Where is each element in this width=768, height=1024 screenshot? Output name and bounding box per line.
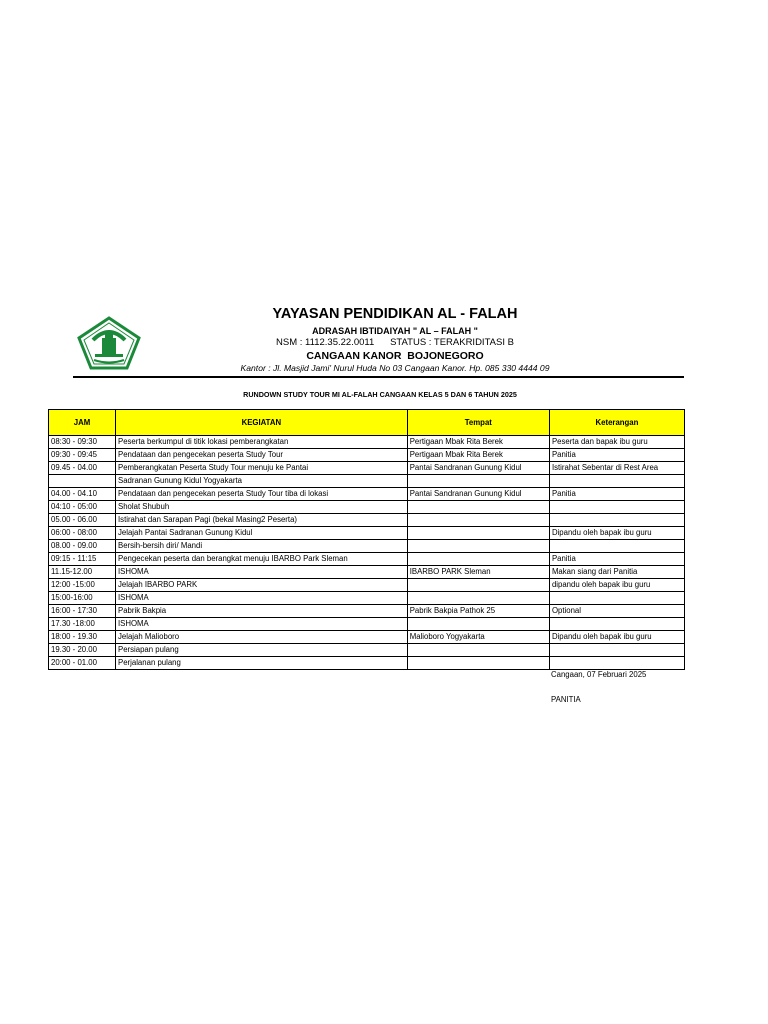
table-row [49, 436, 685, 449]
cell-kegiatan: Sholat Shubuh [116, 501, 408, 514]
cell-kegiatan: Istirahat dan Sarapan Pagi (bekal Masing2 Peserta) [116, 514, 408, 527]
cell-kegiatan: Jelajah Pantai Sadranan Gunung Kidul [116, 527, 408, 540]
cell-jam: 09:30 - 09:45 [49, 449, 116, 462]
foundation-name: YAYASAN PENDIDIKAN AL - FALAH [272, 306, 518, 322]
cell-kegiatan: Pemberangkatan Peserta Study Tour menuju ke Pantai [116, 462, 408, 475]
cell-kegiatan: Pendataan dan pengecekan peserta Study Tour tiba di lokasi [116, 488, 408, 501]
cell-keterangan: Istirahat Sebentar di Rest Area [549, 462, 684, 475]
school-name: ADRASAH IBTIDAIYAH " AL – FALAH " [312, 326, 478, 336]
cell-jam: 15:00-16:00 [49, 592, 116, 605]
table-row [49, 462, 685, 475]
cell-jam: 20:00 - 01.00 [49, 657, 116, 670]
cell-keterangan [549, 501, 684, 514]
cell-kegiatan: Persiapan pulang [116, 644, 408, 657]
signer: PANITIA [551, 695, 581, 704]
cell-kegiatan: Perjalanan pulang [116, 657, 408, 670]
table-row [49, 501, 685, 514]
cell-keterangan: Dipandu oleh bapak ibu guru [549, 631, 684, 644]
cell-tempat: IBARBO PARK Sleman [407, 566, 549, 579]
cell-tempat [407, 514, 549, 527]
school-location: CANGAAN KANOR BOJONEGORO [306, 350, 484, 362]
cell-jam: 11.15-12.00 [49, 566, 116, 579]
school-emblem-icon [77, 316, 141, 370]
document-title: RUNDOWN STUDY TOUR MI AL-FALAH CANGAAN KELAS 5 DAN 6 TAHUN 2025 [243, 390, 517, 399]
header-divider [73, 376, 684, 378]
cell-tempat [407, 579, 549, 592]
cell-jam: 12:00 -15:00 [49, 579, 116, 592]
office-address: Kantor : Jl. Masjid Jami' Nurul Huda No 03 Cangaan Kanor. Hp. 085 330 4444 09 [240, 363, 550, 373]
cell-tempat [407, 657, 549, 670]
cell-kegiatan: Peserta berkumpul di titik lokasi pemberangkatan [116, 436, 408, 449]
cell-tempat [407, 644, 549, 657]
cell-jam: 05.00 - 06.00 [49, 514, 116, 527]
place-date: Cangaan, 07 Februari 2025 [551, 670, 647, 679]
cell-jam: 09:15 - 11:15 [49, 553, 116, 566]
cell-kegiatan: Jelajah Malioboro [116, 631, 408, 644]
cell-tempat [407, 618, 549, 631]
cell-keterangan [549, 475, 684, 488]
schedule-table [48, 409, 685, 670]
cell-keterangan: Panitia [549, 488, 684, 501]
cell-keterangan: Panitia [549, 553, 684, 566]
table-row [49, 579, 685, 592]
cell-keterangan: Panitia [549, 449, 684, 462]
cell-kegiatan: Bersih-bersih diri/ Mandi [116, 540, 408, 553]
cell-jam: 09.45 - 04.00 [49, 462, 116, 475]
cell-tempat: Pertigaan Mbak Rita Berek [407, 449, 549, 462]
cell-tempat: Malioboro Yogyakarta [407, 631, 549, 644]
cell-tempat [407, 501, 549, 514]
nsm-status: NSM : 1112.35.22.0011 STATUS : TERAKRIDITASI B [276, 337, 514, 348]
cell-keterangan [549, 618, 684, 631]
cell-jam: 08.00 - 09.00 [49, 540, 116, 553]
cell-tempat: Pantai Sandranan Gunung Kidul [407, 462, 549, 475]
cell-jam: 06:00 - 08:00 [49, 527, 116, 540]
cell-tempat [407, 553, 549, 566]
cell-kegiatan: ISHOMA [116, 566, 408, 579]
cell-keterangan: Makan siang dari Panitia [549, 566, 684, 579]
cell-kegiatan: Pengecekan peserta dan berangkat menuju IBARBO Park Sleman [116, 553, 408, 566]
cell-jam: 08:30 - 09:30 [49, 436, 116, 449]
cell-jam: 18:00 - 19.30 [49, 631, 116, 644]
cell-keterangan [549, 657, 684, 670]
table-row [49, 514, 685, 527]
cell-tempat: Pabrik Bakpia Pathok 25 [407, 605, 549, 618]
cell-keterangan [549, 540, 684, 553]
table-row [49, 449, 685, 462]
cell-kegiatan: Pendataan dan pengecekan peserta Study Tour [116, 449, 408, 462]
table-row [49, 488, 685, 501]
cell-jam: 19.30 - 20.00 [49, 644, 116, 657]
cell-jam [49, 475, 116, 488]
table-row [49, 605, 685, 618]
cell-kegiatan: Jelajah IBARBO PARK [116, 579, 408, 592]
column-header-tempat: Tempat [407, 410, 549, 436]
cell-keterangan [549, 592, 684, 605]
column-header-keterangan: Keterangan [549, 410, 684, 436]
table-row [49, 644, 685, 657]
cell-jam: 16:00 - 17:30 [49, 605, 116, 618]
cell-keterangan: Optional [549, 605, 684, 618]
column-header-jam: JAM [49, 410, 116, 436]
cell-kegiatan: ISHOMA [116, 618, 408, 631]
table-row [49, 566, 685, 579]
column-header-kegiatan: KEGIATAN [116, 410, 408, 436]
cell-keterangan: dipandu oleh bapak ibu guru [549, 579, 684, 592]
cell-jam: 17.30 -18:00 [49, 618, 116, 631]
table-row [49, 540, 685, 553]
table-row [49, 592, 685, 605]
cell-tempat [407, 527, 549, 540]
cell-tempat [407, 540, 549, 553]
cell-kegiatan: Sadranan Gunung Kidul Yogyakarta [116, 475, 408, 488]
table-row [49, 527, 685, 540]
cell-keterangan: Peserta dan bapak ibu guru [549, 436, 684, 449]
cell-tempat: Pertigaan Mbak Rita Berek [407, 436, 549, 449]
table-row [49, 657, 685, 670]
cell-keterangan [549, 644, 684, 657]
cell-keterangan [549, 514, 684, 527]
cell-keterangan: Dipandu oleh bapak ibu guru [549, 527, 684, 540]
table-header-row [49, 410, 685, 436]
cell-tempat: Pantai Sandranan Gunung Kidul [407, 488, 549, 501]
table-row [49, 618, 685, 631]
cell-jam: 04.00 - 04.10 [49, 488, 116, 501]
cell-kegiatan: ISHOMA [116, 592, 408, 605]
cell-kegiatan: Pabrik Bakpia [116, 605, 408, 618]
table-row [49, 631, 685, 644]
cell-jam: 04:10 - 05:00 [49, 501, 116, 514]
cell-tempat [407, 592, 549, 605]
table-row [49, 553, 685, 566]
table-row [49, 475, 685, 488]
cell-tempat [407, 475, 549, 488]
